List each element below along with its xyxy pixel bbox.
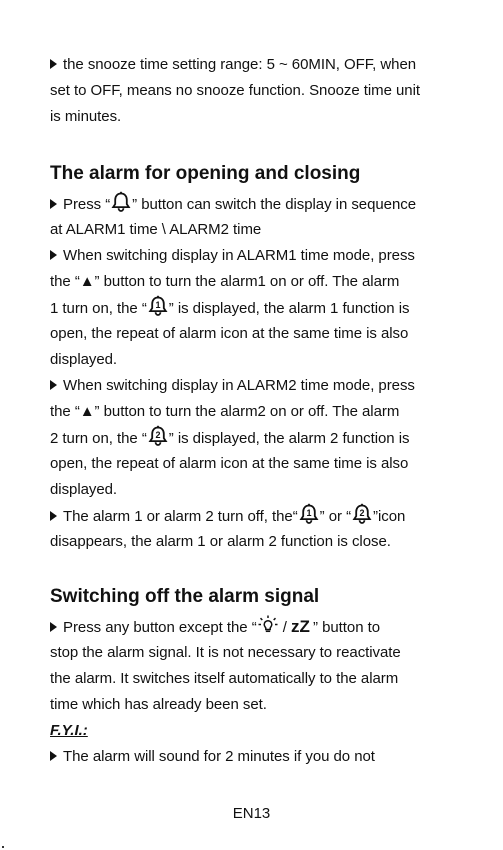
bullet-icon bbox=[50, 59, 57, 69]
intro-line-1: the snooze time setting range: 5 ~ 60MIN, OFF, when bbox=[50, 52, 460, 78]
bullet-icon bbox=[50, 380, 57, 390]
s1-p2-line-2: the “▲” button to turn the alarm1 on or off. The alarm bbox=[50, 273, 400, 290]
edge-mark bbox=[2, 846, 4, 848]
section-heading-switch-off-alarm: Switching off the alarm signal bbox=[50, 586, 320, 607]
snooze-zz-text: zZ bbox=[291, 617, 310, 634]
manual-page-body bbox=[50, 52, 460, 770]
s1-p4-line-2: disappears, the alarm 1 or alarm 2 function is close. bbox=[50, 533, 391, 550]
intro-line-2: set to OFF, means no snooze function. Snooze time unit bbox=[50, 82, 421, 99]
s2-p1-line-4: time which has already been set. bbox=[50, 696, 267, 713]
bell-1-digit: 1 bbox=[306, 508, 312, 519]
s1-p3-line-1: When switching display in ALARM2 time mode, press bbox=[50, 373, 460, 399]
s2-p1-line-1: Press any button except the “ / zZ ” button to bbox=[50, 614, 460, 640]
s1-p2-line-4: open, the repeat of alarm icon at the same time is also bbox=[50, 325, 409, 342]
s2-p1-line-3: the alarm. It switches itself automatically to the alarm bbox=[50, 670, 399, 687]
s1-p4-line-1: The alarm 1 or alarm 2 turn off, the“ 1 ” or “ 2 ”icon bbox=[50, 503, 460, 529]
section-heading-alarm-open-close: The alarm for opening and closing bbox=[50, 163, 361, 184]
s1-p3-line-5: displayed. bbox=[50, 481, 118, 498]
s1-p3-line-2: the “▲” button to turn the alarm2 on or off. The alarm bbox=[50, 403, 400, 420]
bell-2-digit: 2 bbox=[155, 430, 161, 441]
bullet-icon bbox=[50, 622, 57, 632]
s1-p2-line-3: 1 turn on, the “ 1 ” is displayed, the alarm 1 function is bbox=[50, 295, 460, 321]
snooze-zz-icon bbox=[291, 614, 313, 643]
s1-p3-line-3: 2 turn on, the “ 2 ” is displayed, the alarm 2 function is bbox=[50, 425, 460, 451]
bell-2-digit: 2 bbox=[359, 508, 365, 519]
s1-p2-line-5: displayed. bbox=[50, 351, 118, 368]
bullet-icon bbox=[50, 511, 57, 521]
s1-p1-line-2: at ALARM1 time \ ALARM2 time bbox=[50, 221, 262, 238]
fyi-label: F.Y.I.: bbox=[50, 722, 88, 739]
s1-p2-line-1: When switching display in ALARM1 time mode, press bbox=[50, 243, 460, 269]
bullet-icon bbox=[50, 199, 57, 209]
s2-p1-line-2: stop the alarm signal. It is not necessary to reactivate bbox=[50, 644, 401, 661]
bell-1-digit: 1 bbox=[155, 300, 161, 311]
s1-p1-line-1: Press “ ” button can switch the display in sequence bbox=[50, 191, 460, 217]
bullet-icon bbox=[50, 751, 57, 761]
bullet-icon bbox=[50, 250, 57, 260]
page-number: EN13 bbox=[232, 805, 271, 822]
s2-p2-line-1: The alarm will sound for 2 minutes if you do not bbox=[50, 744, 460, 770]
intro-line-3: is minutes. bbox=[50, 108, 122, 125]
s1-p3-line-4: open, the repeat of alarm icon at the same time is also bbox=[50, 455, 409, 472]
